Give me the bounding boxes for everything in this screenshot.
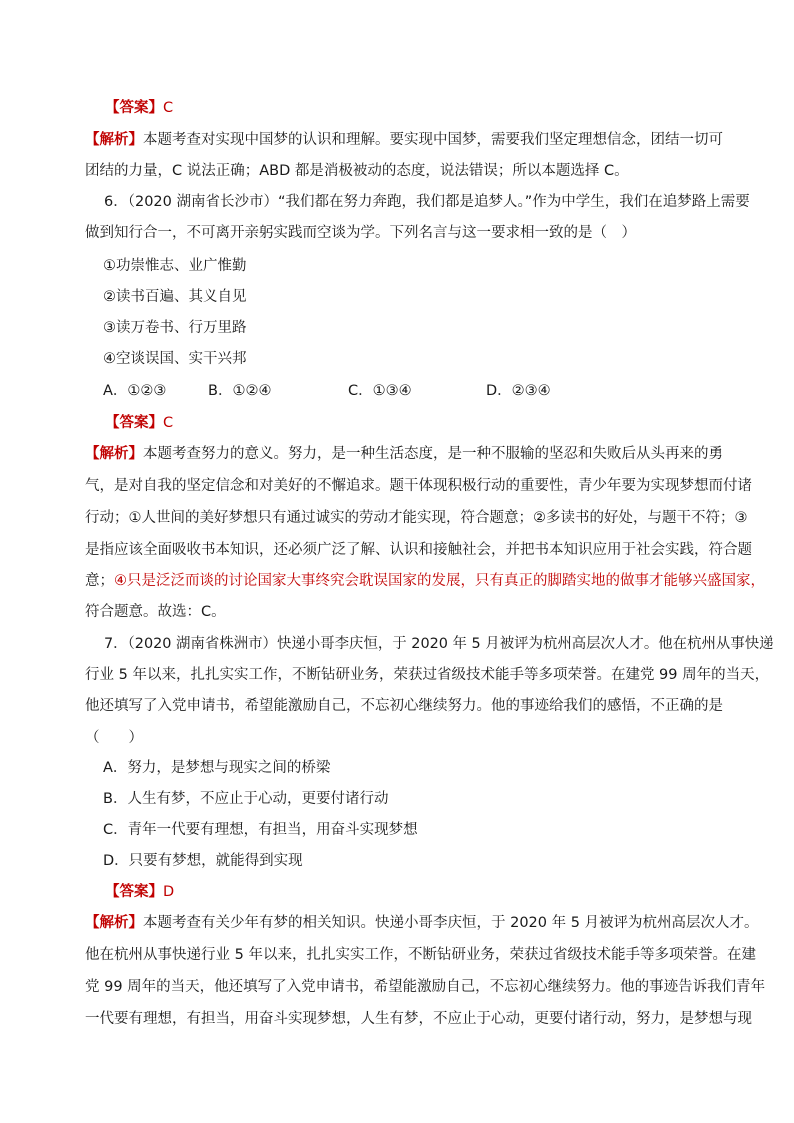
question-stem: 做到知行合一，不可离开亲躬实践而空谈为学。下列名言与这一要求相一致的是（ ） — [85, 225, 636, 241]
answer-line — [105, 882, 174, 902]
choice-option: C．青年一代要有理想，有担当，用奋斗实现梦想 — [103, 822, 418, 838]
analysis-line — [85, 571, 765, 591]
question-stem: 他还填写了入党申请书，希望能激励自己，不忘初心继续努力。他的事迹给我们的感悟，不正确的是 — [85, 698, 723, 714]
statement-item: ④空谈误国、实干兴邦 — [103, 351, 247, 367]
answer-tag: 【答案】 — [105, 415, 163, 431]
analysis-line: 党 99 周年的当天，他还填写了入党申请书，希望能激励自己，不忘初心继续努力。他的事迹告诉我们青年 — [85, 979, 766, 995]
answer-value: C — [163, 415, 174, 431]
statement-item: ③读万卷书、行万里路 — [103, 320, 247, 336]
answer-value: C — [163, 100, 174, 116]
answer-value: D — [163, 884, 175, 900]
answer-tag: 【答案】 — [105, 884, 163, 900]
analysis-tag: 【解析】 — [85, 915, 143, 931]
choice-option: A．努力，是梦想与现实之间的桥梁 — [103, 760, 331, 776]
choice-option: C．①③④ — [348, 383, 412, 399]
question-stem: （ ） — [85, 730, 143, 746]
analysis-line: 符合题意。故选：C。 — [85, 604, 226, 620]
analysis-line: 气，是对自我的坚定信念和对美好的不懈追求。题干体现积极行动的重要性，青少年要为实现梦想而付诸 — [85, 478, 752, 494]
answer-line — [105, 98, 173, 118]
choice-option: D．只要有梦想，就能得到实现 — [103, 853, 303, 869]
analysis-text: 本题考查努力的意义。努力，是一种生活态度，是一种不服输的坚忍和失败后从头再来的勇 — [143, 446, 723, 462]
analysis-tag: 【解析】 — [85, 132, 143, 148]
analysis-highlight: ④只是泛泛而谈的讨论国家大事终究会耽误国家的发展，只有真正的脚踏实地的做事才能够兴盛国家， — [114, 573, 765, 589]
answer-tag: 【答案】 — [105, 100, 163, 116]
analysis-line: 一代要有理想，有担当，用奋斗实现梦想，人生有梦，不应止于心动，更要付诸行动，努力，是梦想与现 — [85, 1011, 752, 1027]
question-stem: 6．（2020 湖南省长沙市）“我们都在努力奔跑，我们都是追梦人。”作为中学生，我们在追梦路上需要 — [104, 194, 750, 210]
question-stem: 7．（2020 湖南省株洲市）快递小哥李庆恒，于 2020 年 5 月被评为杭州高层次人才。他在杭州从事快递 — [104, 636, 774, 652]
analysis-line: 行动；①人世间的美好梦想只有通过诚实的劳动才能实现，符合题意；②多读书的好处，与题干不符；③ — [85, 510, 748, 526]
answer-line — [105, 413, 173, 433]
analysis-text: 本题考查有关少年有梦的相关知识。快递小哥李庆恒，于 2020 年 5 月被评为杭州高层次人才。 — [143, 915, 759, 931]
statement-item: ①功崇惟志、业广惟勤 — [103, 258, 247, 274]
analysis-line: 他在杭州从事快递行业 5 年以来，扎扎实实工作，不断钻研业务，荣获过省级技术能手等多项荣誉。在建 — [85, 947, 756, 963]
analysis-line — [85, 130, 723, 150]
analysis-text: 意； — [85, 573, 114, 589]
question-stem: 行业 5 年以来，扎扎实实工作，不断钻研业务，荣获过省级技术能手等多项荣誉。在建党 99 周年的当天， — [85, 667, 770, 683]
choice-option: A．①②③ — [103, 383, 167, 399]
statement-item: ②读书百遍、其义自见 — [103, 289, 247, 305]
choice-option: B．人生有梦，不应止于心动，更要付诸行动 — [103, 791, 389, 807]
analysis-line: 是指应该全面吸收书本知识，还必须广泛了解、认识和接触社会，并把书本知识应用于社会实践，符合题 — [85, 542, 752, 558]
analysis-line — [85, 444, 723, 464]
analysis-text: 本题考查对实现中国梦的认识和理解。要实现中国梦，需要我们坚定理想信念，团结一切可 — [143, 132, 723, 148]
choice-option: D．②③④ — [486, 383, 551, 399]
choice-option: B．①②④ — [208, 383, 272, 399]
analysis-tag: 【解析】 — [85, 446, 143, 462]
analysis-line: 团结的力量，C 说法正确；ABD 都是消极被动的态度，说法错误；所以本题选择 C。 — [85, 163, 629, 179]
analysis-line — [85, 913, 759, 933]
